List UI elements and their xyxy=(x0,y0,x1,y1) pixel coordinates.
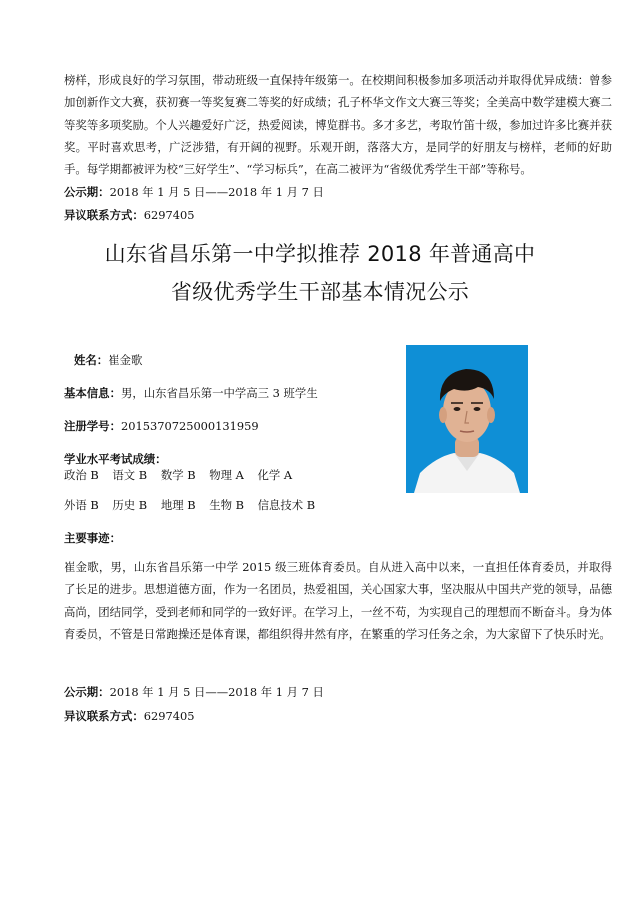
publicity-label: 公示期： xyxy=(64,685,110,699)
previous-contact-label: 异议联系方式： xyxy=(64,208,144,222)
scores-row-2 xyxy=(64,497,325,513)
score-item: 地理 B xyxy=(160,498,196,512)
contact-value: 6297405 xyxy=(143,709,195,723)
score-item: 生物 B xyxy=(209,498,244,512)
score-item: 历史 B xyxy=(112,498,148,512)
name-label: 姓名： xyxy=(74,353,109,367)
contact-line xyxy=(64,708,194,724)
scores-row-1 xyxy=(64,467,302,483)
previous-publicity-value: 2018 年 1 月 5 日——2018 年 1 月 7 日 xyxy=(109,185,324,199)
registration-number-value: 2015370725000131959 xyxy=(120,419,259,433)
contact-label: 异议联系方式： xyxy=(64,709,144,723)
main-deeds-label: 主要事迹： xyxy=(64,531,121,545)
score-item: 外语 B xyxy=(64,498,99,512)
previous-publicity-line xyxy=(64,184,324,200)
basic-info-value: 男，山东省昌乐第一中学高三 3 班学生 xyxy=(120,386,318,400)
score-item: 语文 B xyxy=(112,468,148,482)
score-item: 物理 A xyxy=(209,468,244,482)
page-title-line-2: 省级优秀学生干部基本情况公示 xyxy=(170,280,470,304)
previous-entry-paragraph: 榜样，形成良好的学习氛围，带动班级一直保持年级第一。在校期间积极参加多项活动并取得优异成绩：曾参加创新作文大赛，获初赛一等奖复赛二等奖的好成绩；孔子杯华文作文大赛三等奖；全美高中数学建模大赛二等奖等多项奖励。个人兴趣爱好广泛，热爱阅读，博览群书。多才多艺，考取竹笛十级，参加过许多比赛并获奖。平时喜欢思考，广泛涉猎，有开阔的视野。乐观开朗，落落大方，是同学的好朋友与榜样，老师的好助手。每学期都被评为校“三好学生”、“学习标兵”，在高二被评为“省级优秀学生干部”等称号。 xyxy=(64,73,612,177)
publicity-value: 2018 年 1 月 5 日——2018 年 1 月 7 日 xyxy=(109,685,324,699)
registration-number-label: 注册学号： xyxy=(64,419,121,433)
scores-label: 学业水平考试成绩： xyxy=(64,452,167,466)
name-field xyxy=(74,352,142,368)
student-portrait-illustration xyxy=(406,345,528,493)
basic-info-field xyxy=(64,385,318,401)
score-item: 信息技术 B xyxy=(257,498,316,512)
main-deeds-paragraph: 崔金歌，男，山东省昌乐第一中学 2015 级三班体育委员。自从进入高中以来，一直担任体育委员，并取得了长足的进步。思想道德方面，作为一名团员，热爱祖国，关心国家大事，坚决服从中国共产党的领导，品德高尚，团结同学，受到老师和同学的一致好评。在学习上，一丝不苟，为实现自己的理想而不断奋斗。身为体育委员，不管是日常跑操还是体育课，都组织得井然有序，在繁重的学习任务之余，为大家留下了快乐时光。 xyxy=(64,560,612,641)
publicity-line xyxy=(64,684,324,700)
previous-publicity-label: 公示期： xyxy=(64,185,110,199)
previous-contact-value: 6297405 xyxy=(143,208,195,222)
basic-info-label: 基本信息： xyxy=(64,386,121,400)
student-photo xyxy=(406,345,528,493)
page-title-line-1: 山东省昌乐第一中学拟推荐 2018 年普通高中 xyxy=(104,242,536,266)
previous-contact-line xyxy=(64,207,194,223)
name-value: 崔金歌 xyxy=(108,353,143,367)
registration-number-field xyxy=(64,418,259,434)
score-item: 数学 B xyxy=(160,468,196,482)
score-item: 化学 A xyxy=(257,468,293,482)
score-item: 政治 B xyxy=(64,468,99,482)
